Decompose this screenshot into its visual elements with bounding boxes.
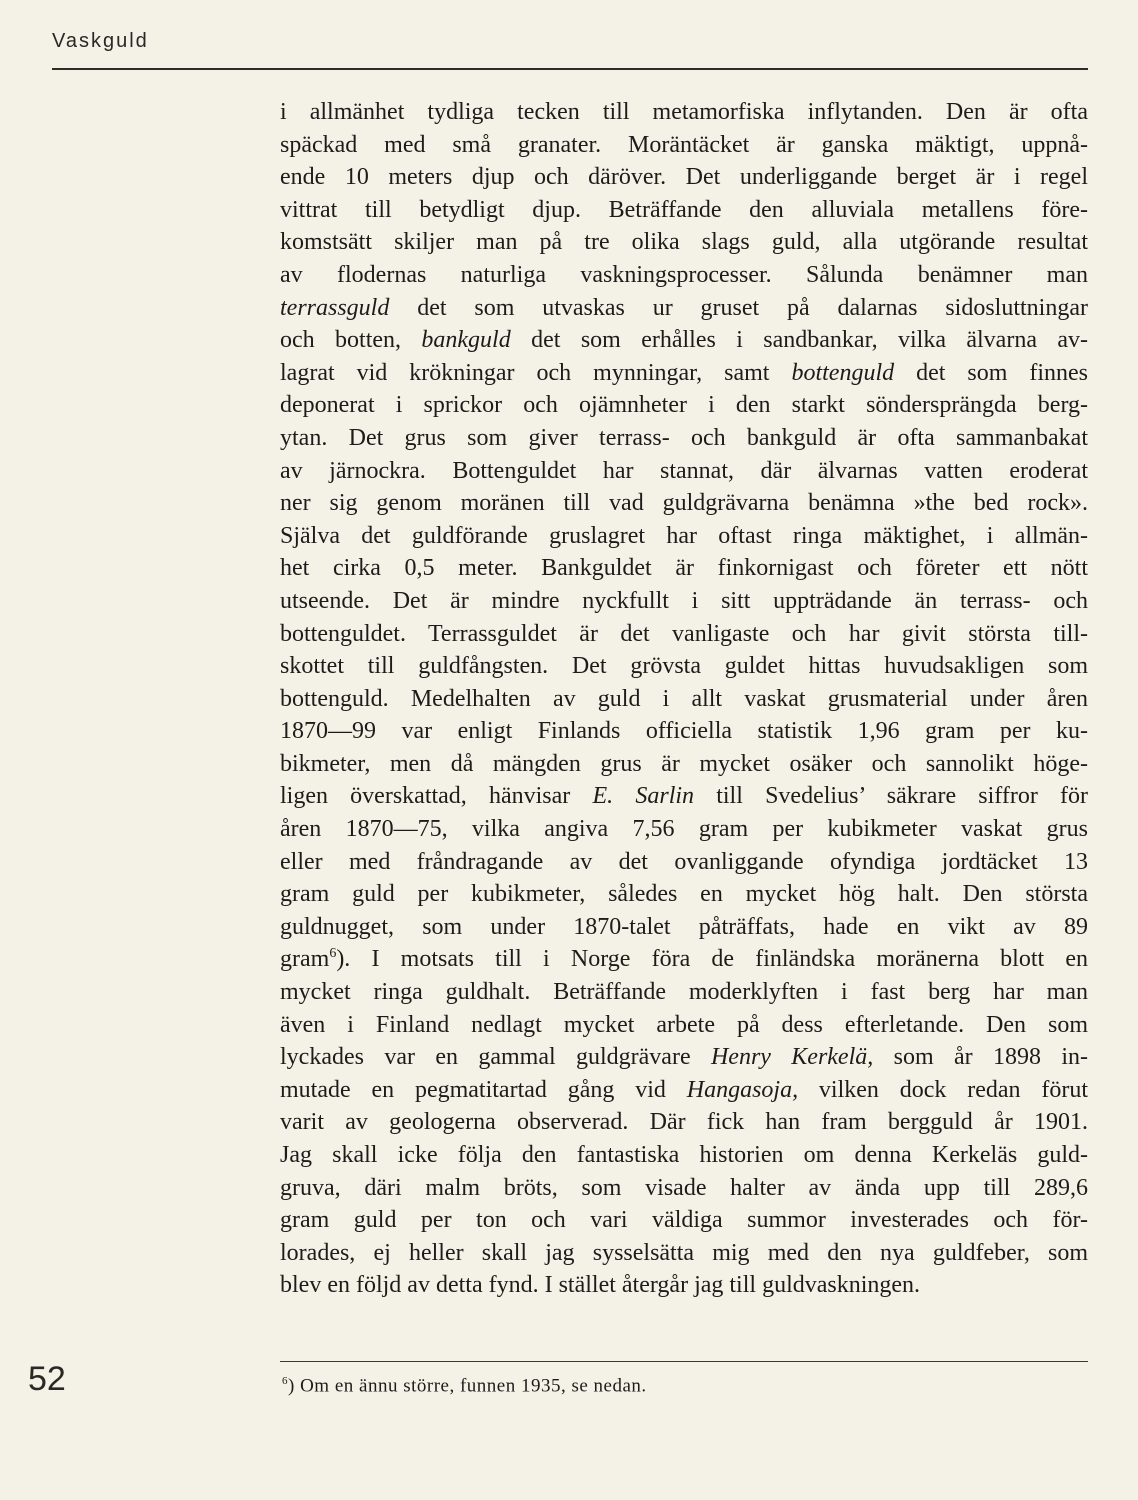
text-segment: det som erhålles i sandbankar, vilka älvarna av-: [510, 327, 1088, 354]
text-line: deponerat i sprickor och ojämnheter i den starkt söndersprängda berg-: [280, 392, 1088, 419]
text-line: bikmeter, men då mängden grus är mycket osäker och sannolikt höge-: [280, 750, 1088, 777]
text-line: av järnockra. Bottenguldet har stannat, där älvarnas vatten eroderat: [280, 457, 1088, 484]
text-line: [280, 324, 1088, 357]
page-number: 52: [28, 1360, 66, 1398]
text-line: bottenguld. Medelhalten av guld i allt vaskat grusmaterial under åren: [280, 685, 1088, 712]
text-line: av flodernas naturliga vaskningsprocesser. Sålunda benämner man: [280, 261, 1088, 288]
text-segment: ). I motsats till i Norge föra de finländska moränerna blott en: [336, 946, 1088, 973]
footnote-rule: [280, 1361, 1088, 1362]
text-segment: vilken dock redan förut: [798, 1076, 1089, 1103]
body-text: [280, 96, 1088, 1302]
text-segment: det som utvaskas ur gruset på dalarnas sidosluttningar: [389, 294, 1088, 321]
text-segment: och botten,: [280, 327, 422, 354]
running-title: Vaskguld: [52, 30, 149, 52]
text-segment: mutade en pegmatitartad gång vid: [280, 1076, 687, 1103]
text-line: även i Finland nedlagt mycket arbete på dess efterletande. Den som: [280, 1011, 1088, 1038]
text-line: vittrat till betydligt djup. Beträffande den alluviala metallens före-: [280, 196, 1088, 223]
text-line: lorades, ej heller skall jag sysselsätta mig med den nya guldfeber, som: [280, 1239, 1088, 1266]
text-line: ytan. Det grus som giver terrass- och bankguld är ofta sammanbakat: [280, 424, 1088, 451]
text-line: varit av geologerna observerad. Där fick han fram bergguld år 1901.: [280, 1109, 1088, 1136]
text-line: [280, 943, 1088, 976]
text-segment: lagrat vid krökningar och mynningar, samt: [280, 359, 792, 386]
text-line: [280, 1041, 1088, 1074]
text-segment: ligen överskattad, hänvisar: [280, 783, 593, 810]
text-line: Själva det guldförande gruslagret har oftast ringa mäktighet, i allmän-: [280, 522, 1088, 549]
text-line: 1870—99 var enligt Finlands officiella statistik 1,96 gram per ku-: [280, 718, 1088, 745]
italic-name: Henry Kerkelä,: [710, 1044, 874, 1071]
footnote-text: ) Om en ännu större, funnen 1935, se nedan.: [288, 1375, 647, 1397]
text-line: het cirka 0,5 meter. Bankguldet är finkornigast och företer ett nött: [280, 555, 1088, 582]
italic-place: Hangasoja,: [686, 1076, 799, 1103]
text-line: komstsätt skiljer man på tre olika slags guld, alla utgörande resultat: [280, 229, 1088, 256]
italic-term: terrassguld: [280, 294, 390, 321]
text-line: bottenguldet. Terrassguldet är det vanligaste och har givit största till-: [280, 620, 1088, 647]
text-line: gruva, däri malm bröts, som visade halter av ända upp till 289,6: [280, 1174, 1088, 1201]
italic-term: bankguld: [421, 327, 511, 354]
text-segment: det som finnes: [894, 359, 1089, 386]
text-segment: lyckades var en gammal guldgrävare: [280, 1044, 711, 1071]
text-line: [280, 357, 1088, 390]
italic-term: bottenguld: [791, 359, 895, 386]
text-line: Jag skall icke följa den fantastiska historien om denna Kerkeläs guld-: [280, 1142, 1088, 1168]
text-line: [280, 780, 1088, 813]
italic-name: E. Sarlin: [592, 783, 695, 810]
footnote: [282, 1375, 647, 1397]
text-segment: som år 1898 in-: [873, 1044, 1088, 1071]
header-rule: [52, 68, 1088, 70]
text-segment: gram: [280, 946, 330, 973]
text-line: blev en följd av detta fynd. I stället återgår jag till guldvaskningen.: [280, 1272, 921, 1299]
text-line: gram guld per kubikmeter, således en mycket hög halt. Den största: [280, 881, 1088, 908]
text-line: mycket ringa guldhalt. Beträffande moderklyften i fast berg har man: [280, 979, 1088, 1006]
text-line: guldnugget, som under 1870-talet påträffats, hade en vikt av 89: [280, 913, 1088, 940]
text-line: [280, 292, 1088, 325]
text-segment: till Svedelius’ säkrare siffror för: [694, 783, 1088, 810]
footnote-mark: 6: [282, 1375, 288, 1387]
footnote-reference[interactable]: 6: [329, 946, 337, 962]
text-line: i allmänhet tydliga tecken till metamorfiska inflytanden. Den är ofta: [280, 99, 1088, 125]
text-line: åren 1870—75, vilka angiva 7,56 gram per kubikmeter vaskat grus: [280, 816, 1088, 843]
text-line: ner sig genom moränen till vad guldgrävarna benämna »the bed rock».: [280, 490, 1088, 517]
text-line: späckad med små granater. Moräntäcket är ganska mäktigt, uppnå-: [280, 131, 1088, 158]
text-line: ende 10 meters djup och däröver. Det underliggande berget är i regel: [280, 164, 1088, 191]
text-line: eller med fråndragande av det ovanliggande ofyndiga jordtäcket 13: [280, 848, 1088, 875]
text-line: [280, 1074, 1088, 1107]
text-line: gram guld per ton och vari väldiga summor investerades och för-: [280, 1207, 1088, 1234]
text-line: skottet till guldfångsten. Det grövsta guldet hittas huvudsakligen som: [280, 653, 1088, 680]
text-line: utseende. Det är mindre nyckfullt i sitt uppträdande än terrass- och: [280, 587, 1088, 614]
